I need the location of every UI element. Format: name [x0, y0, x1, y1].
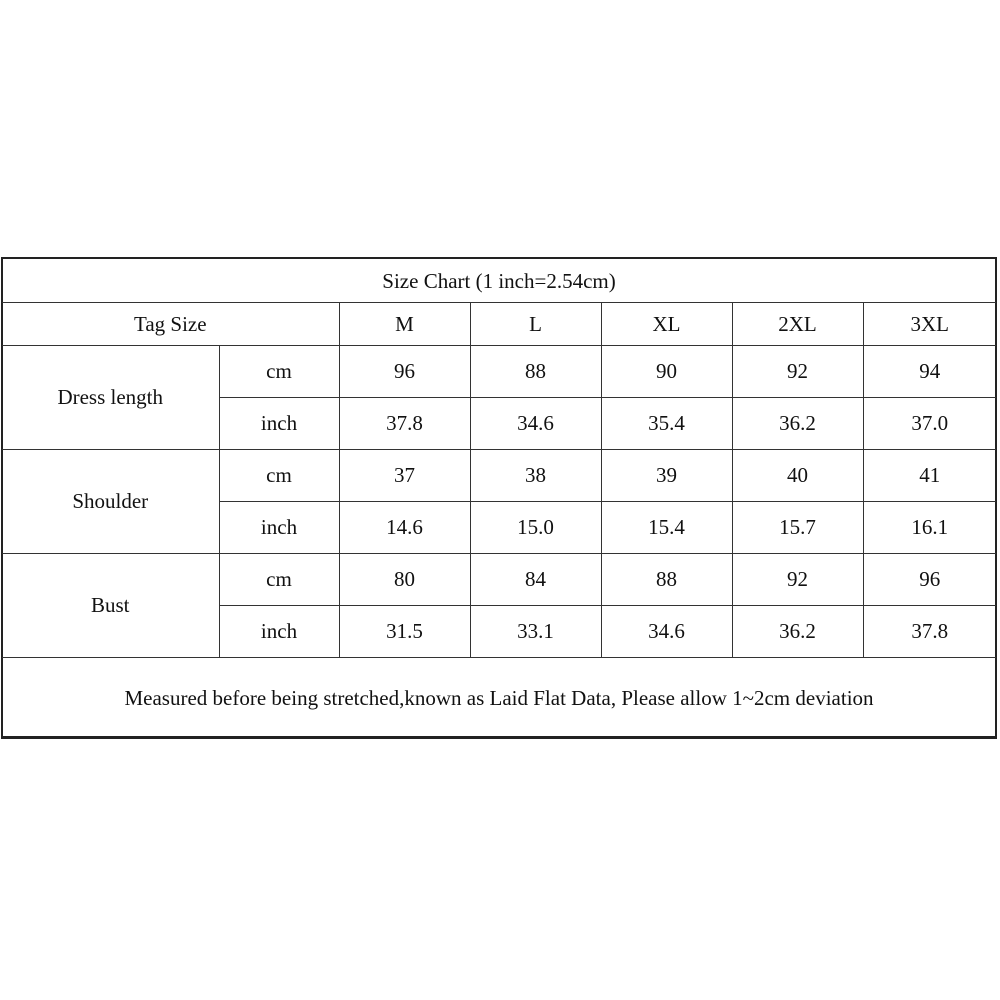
- unit-cell: cm: [219, 450, 339, 502]
- value-cell: 14.6: [339, 502, 470, 554]
- value-cell: 36.2: [732, 398, 863, 450]
- value-cell: 37: [339, 450, 470, 502]
- unit-cell: inch: [219, 398, 339, 450]
- value-cell: 34.6: [470, 398, 601, 450]
- value-cell: 96: [339, 346, 470, 398]
- size-header-2xl: 2XL: [732, 303, 863, 346]
- size-header-xl: XL: [601, 303, 732, 346]
- size-header-l: L: [470, 303, 601, 346]
- measurement-name-dress-length: Dress length: [2, 346, 219, 450]
- value-cell: 15.0: [470, 502, 601, 554]
- title-row: [2, 260, 996, 303]
- value-cell: 84: [470, 554, 601, 606]
- size-chart-table: [2, 260, 996, 738]
- value-cell: 94: [863, 346, 996, 398]
- value-cell: 40: [732, 450, 863, 502]
- size-header-3xl: 3XL: [863, 303, 996, 346]
- value-cell: 34.6: [601, 606, 732, 658]
- table-row: [2, 346, 996, 398]
- value-cell: 33.1: [470, 606, 601, 658]
- unit-cell: inch: [219, 502, 339, 554]
- measurement-name-bust: Bust: [2, 554, 219, 658]
- value-cell: 88: [601, 554, 732, 606]
- size-header-m: M: [339, 303, 470, 346]
- value-cell: 37.8: [863, 606, 996, 658]
- value-cell: 80: [339, 554, 470, 606]
- value-cell: 41: [863, 450, 996, 502]
- value-cell: 88: [470, 346, 601, 398]
- tag-size-label: Tag Size: [2, 303, 339, 346]
- value-cell: 15.7: [732, 502, 863, 554]
- value-cell: 15.4: [601, 502, 732, 554]
- unit-cell: inch: [219, 606, 339, 658]
- value-cell: 96: [863, 554, 996, 606]
- value-cell: 39: [601, 450, 732, 502]
- value-cell: 35.4: [601, 398, 732, 450]
- unit-cell: cm: [219, 346, 339, 398]
- value-cell: 37.8: [339, 398, 470, 450]
- table-row: [2, 450, 996, 502]
- value-cell: 38: [470, 450, 601, 502]
- value-cell: 31.5: [339, 606, 470, 658]
- footnote-row: [2, 658, 996, 739]
- value-cell: 37.0: [863, 398, 996, 450]
- value-cell: 36.2: [732, 606, 863, 658]
- value-cell: 92: [732, 554, 863, 606]
- header-row: [2, 303, 996, 346]
- size-chart-title: Size Chart (1 inch=2.54cm): [2, 260, 996, 303]
- footnote-text: Measured before being stretched,known as Laid Flat Data, Please allow 1~2cm deviation: [2, 658, 996, 739]
- table-row: [2, 554, 996, 606]
- value-cell: 16.1: [863, 502, 996, 554]
- value-cell: 92: [732, 346, 863, 398]
- value-cell: 90: [601, 346, 732, 398]
- measurement-name-shoulder: Shoulder: [2, 450, 219, 554]
- unit-cell: cm: [219, 554, 339, 606]
